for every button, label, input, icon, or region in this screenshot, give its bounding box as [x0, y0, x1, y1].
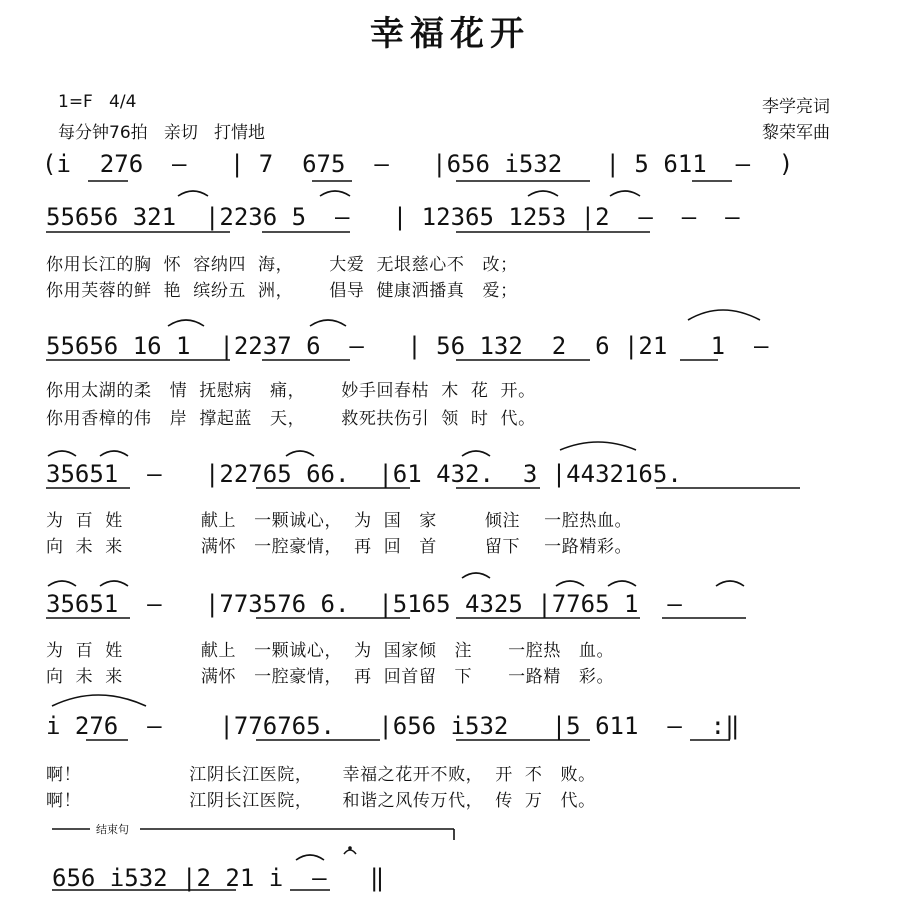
- score-row-2-lyric-1: 你用长江的胸 怀 容纳四 海， 大爱 无垠慈心不 改；: [46, 255, 518, 275]
- score-row-2-lyric-2: 你用芙蓉的鲜 艳 缤纷五 洲， 倡导 健康洒播真 爱；: [46, 281, 518, 301]
- key-time-signature: 1=F 4/4: [58, 92, 137, 112]
- composer-credit: 黎荣军曲: [762, 123, 830, 143]
- score-row-5-lyric-1: 为 百 姓 献上 一颗诚心， 为 国家倾 注 一腔热 血。: [46, 641, 615, 661]
- score-row-4-lyric-2: 向 未 来 满怀 一腔豪情， 再 回 首 留下 一路精彩。: [46, 537, 633, 557]
- score-row-3-lyric-2: 你用香樟的伟 岸 撑起蓝 天， 救死扶伤引 领 时 代。: [46, 409, 536, 429]
- score-row-4-lyric-1: 为 百 姓 献上 一颗诚心， 为 国 家 倾注 一腔热血。: [46, 511, 633, 531]
- score-row-3-lyric-1: 你用太湖的柔 情 抚慰病 痛， 妙手回春枯 木 花 开。: [46, 381, 536, 401]
- tempo-marking: 每分钟76拍 亲切 打情地: [58, 123, 266, 143]
- score-row-7-notes: 656 i532 |2 21 i – ‖: [52, 864, 385, 892]
- ending-phrase-label: 结束句: [96, 823, 129, 836]
- score-row-3-notes: 55656 16 1 |2237 6 – | 56 132 2 6 |21 1 –: [46, 332, 769, 360]
- score-row-1-notes: (i 276 – | 7 675 – |656 i532 | 5 611 – ): [42, 150, 794, 178]
- score-row-5-lyric-2: 向 未 来 满怀 一腔豪情， 再 回首留 下 一路精 彩。: [46, 667, 615, 687]
- score-row-4-notes: 35651 – |22765 66. |61 432. 3 |4432165.: [46, 460, 682, 488]
- lyricist-credit: 李学亮词: [762, 97, 830, 117]
- score-row-6-notes: i 276 – |776765. |656 i532 |5 611 – :‖: [46, 712, 740, 740]
- score-row-6-lyric-1: 啊！ 江阴长江医院， 幸福之花开不败， 开 不 败。: [46, 765, 596, 785]
- score-row-5-notes: 35651 – |773576 6. |5165 4325 |7765 1 –: [46, 590, 682, 618]
- score-row-6-lyric-2: 啊！ 江阴长江医院， 和谐之风传万代， 传 万 代。: [46, 791, 596, 811]
- score-row-2-notes: 55656 321 |2236 5 – | 12365 1253 |2 – – –: [46, 203, 740, 231]
- song-title: 幸福花开: [370, 14, 530, 54]
